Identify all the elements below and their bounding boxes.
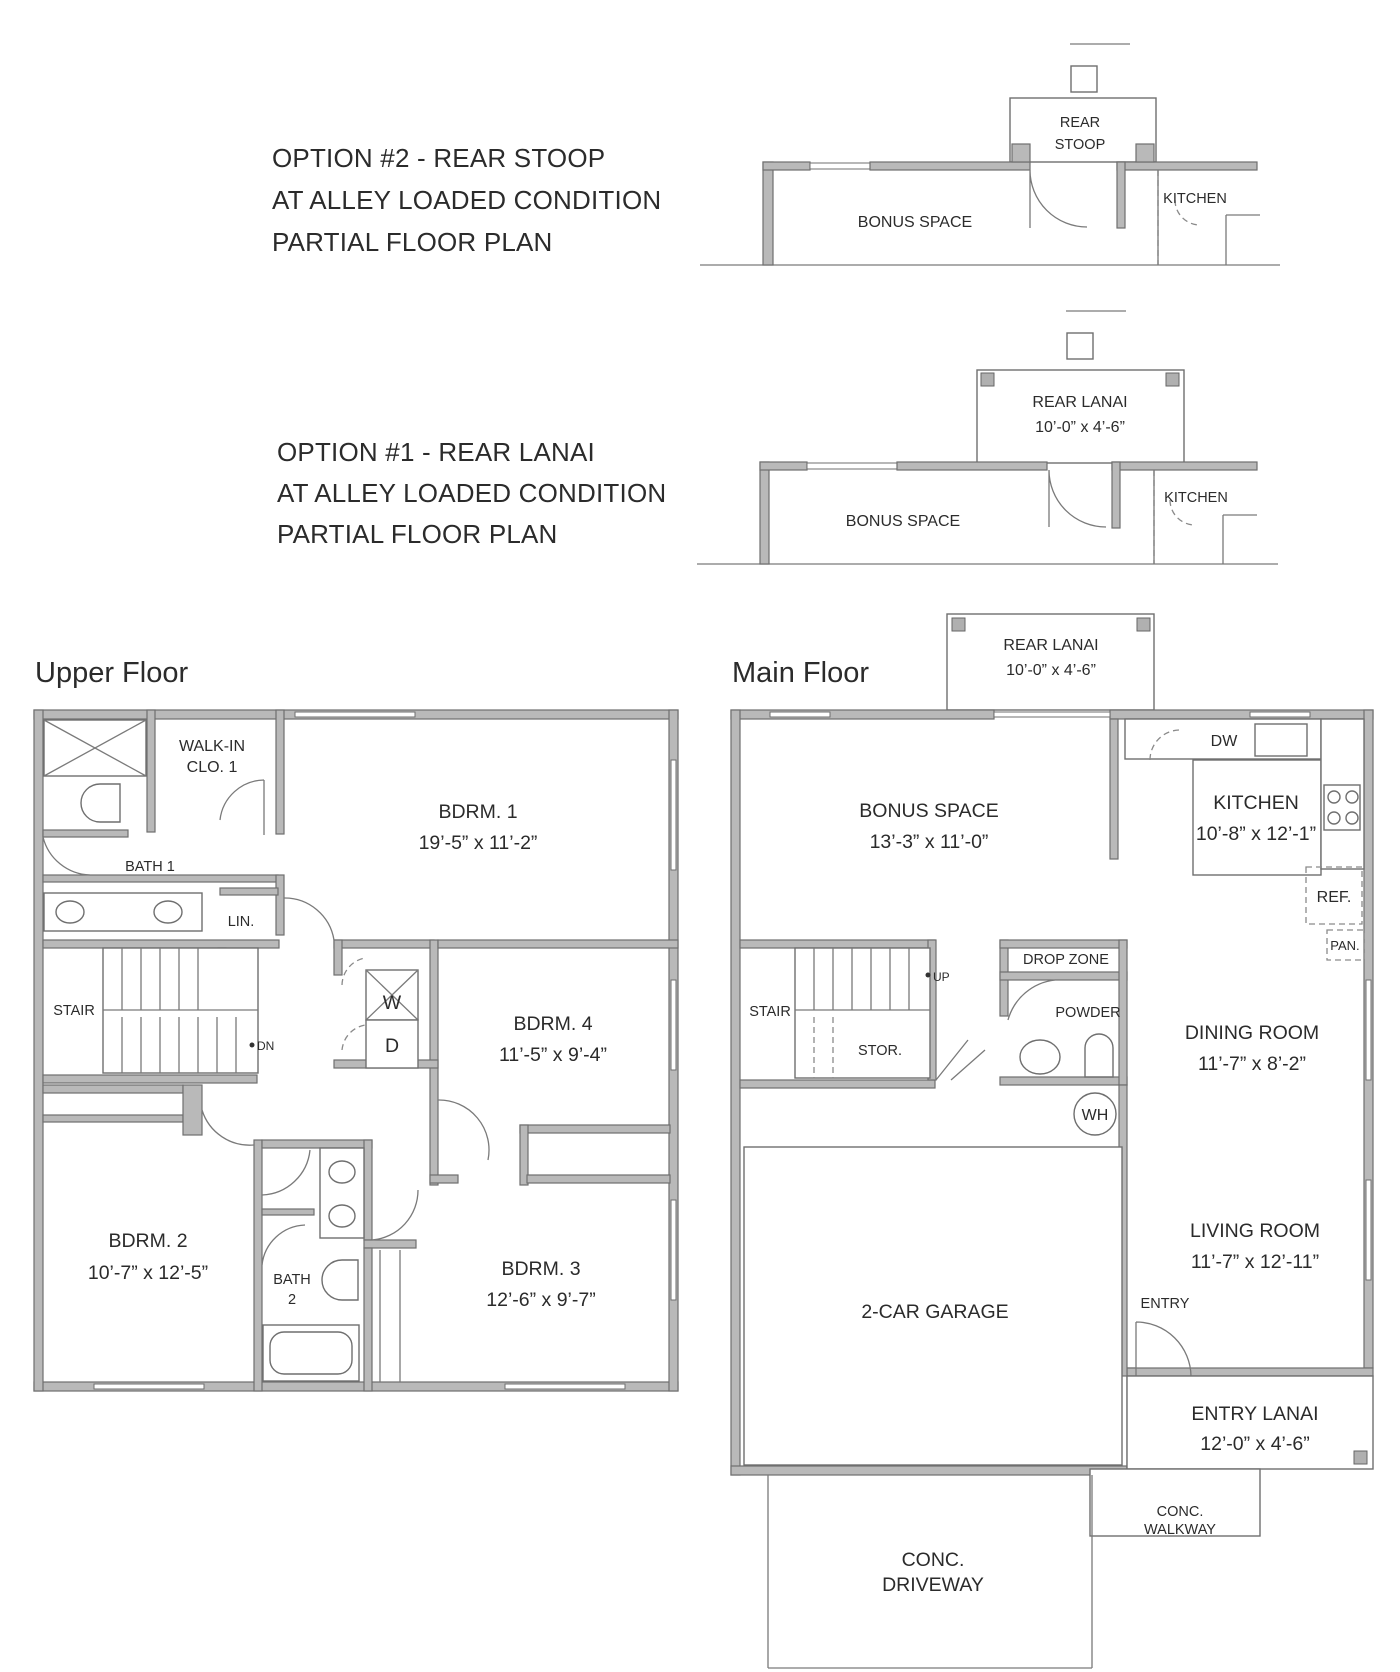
living-room-dim: 11’-7” x 12’-11” [1190, 1251, 1320, 1273]
option-1-title-line-2: AT ALLEY LOADED CONDITION [277, 478, 667, 508]
upper-stair [103, 948, 258, 1073]
upper-stair-label: STAIR [53, 1003, 95, 1019]
walk-in-closet-label-2: CLO. 1 [186, 759, 238, 776]
main-rear-lanai-dim: 10’-0” x 4’-6” [1006, 662, 1096, 679]
option-2-kitchen-label: KITCHEN [1163, 191, 1227, 207]
pantry-label: PAN. [1330, 938, 1360, 953]
option-1-rear-lanai-label: REAR LANAI [1032, 394, 1128, 411]
dishwasher-label: DW [1210, 733, 1238, 750]
option-2-title-line-2: AT ALLEY LOADED CONDITION [272, 185, 662, 215]
option-1-partial-plan [697, 311, 1278, 564]
water-heater-label: WH [1081, 1107, 1109, 1124]
main-stair [795, 948, 985, 1080]
main-floor-plan [731, 614, 1373, 1668]
bonus-space-dim: 13’-3” x 11’-0” [869, 831, 989, 853]
bonus-space-name: BONUS SPACE [859, 800, 999, 822]
up-label: UP [933, 970, 950, 984]
walk-in-closet-label-1: WALK-IN [178, 738, 246, 755]
powder-label: POWDER [1055, 1005, 1121, 1021]
dining-room-dim: 11’-7” x 8’-2” [1197, 1053, 1307, 1075]
concrete-driveway [768, 1475, 1092, 1668]
option-1-bonus-space-label: BONUS SPACE [845, 513, 961, 530]
option-2-bonus-space-label: BONUS SPACE [857, 214, 973, 231]
dining-room-name: DINING ROOM [1184, 1022, 1320, 1044]
option-1-title [277, 437, 666, 549]
linen-closet-label: LIN. [227, 914, 255, 930]
rear-stoop-label-2: STOOP [1054, 137, 1106, 153]
bedroom-1-dim: 19’-5” x 11’-2” [418, 832, 538, 854]
option-2-title-line-1: OPTION #2 - REAR STOOP [272, 143, 606, 173]
down-label: DN [257, 1039, 275, 1053]
entry-lanai-name: ENTRY LANAI [1191, 1403, 1319, 1425]
option-1-rear-lanai-dim: 10’-0” x 4’-6” [1035, 419, 1125, 436]
main-stair-label: STAIR [749, 1004, 791, 1020]
main-rear-lanai-label: REAR LANAI [1003, 637, 1099, 654]
rear-lanai-outline [977, 370, 1184, 463]
bedroom-2-name: BDRM. 2 [108, 1230, 188, 1252]
main-floor-title: Main Floor [732, 657, 869, 689]
option-2-title [272, 143, 661, 257]
option-2-title-line-3: PARTIAL FLOOR PLAN [272, 227, 553, 257]
refrigerator-label: REF. [1316, 889, 1352, 906]
entry-label: ENTRY [1140, 1296, 1190, 1312]
bedroom-3-dim: 12’-6” x 9’-7” [486, 1289, 596, 1311]
option-2-partial-plan [700, 44, 1280, 265]
step-block [1071, 66, 1097, 92]
kitchen-name: KITCHEN [1213, 792, 1299, 814]
bath-1-label: BATH 1 [125, 859, 175, 875]
living-room-name: LIVING ROOM [1189, 1220, 1321, 1242]
upper-floor-title: Upper Floor [35, 657, 189, 689]
rear-stoop-label-1: REAR [1059, 115, 1101, 131]
bath-2-label-1: BATH [273, 1272, 311, 1288]
drop-zone-label: DROP ZONE [1023, 952, 1109, 968]
storage-label: STOR. [857, 1043, 903, 1059]
driveway-label-2: DRIVEWAY [882, 1574, 984, 1596]
dryer-label: D [384, 1035, 400, 1057]
bedroom-4-name: BDRM. 4 [513, 1013, 593, 1035]
walkway-label-1: CONC. [1156, 1504, 1204, 1520]
bedroom-2-dim: 10’-7” x 12’-5” [87, 1262, 209, 1284]
option-1-title-line-1: OPTION #1 - REAR LANAI [277, 437, 595, 467]
bedroom-1-name: BDRM. 1 [438, 801, 518, 823]
washer-label: W [382, 992, 402, 1014]
upper-floor-plan [34, 710, 678, 1391]
walkway-label-2: WALKWAY [1144, 1522, 1216, 1538]
option-1-kitchen-label: KITCHEN [1164, 490, 1228, 506]
bath-2-label-2: 2 [287, 1292, 297, 1308]
kitchen-dim: 10’-8” x 12’-1” [1195, 823, 1317, 845]
driveway-label-1: CONC. [901, 1549, 965, 1571]
kitchen-island [1193, 760, 1321, 875]
bedroom-4-dim: 11’-5” x 9’-4” [498, 1044, 608, 1066]
garage-label: 2-CAR GARAGE [861, 1301, 1009, 1323]
entry-lanai-dim: 12’-0” x 4’-6” [1200, 1433, 1310, 1455]
bedroom-3-name: BDRM. 3 [501, 1258, 581, 1280]
option-1-title-line-3: PARTIAL FLOOR PLAN [277, 519, 558, 549]
